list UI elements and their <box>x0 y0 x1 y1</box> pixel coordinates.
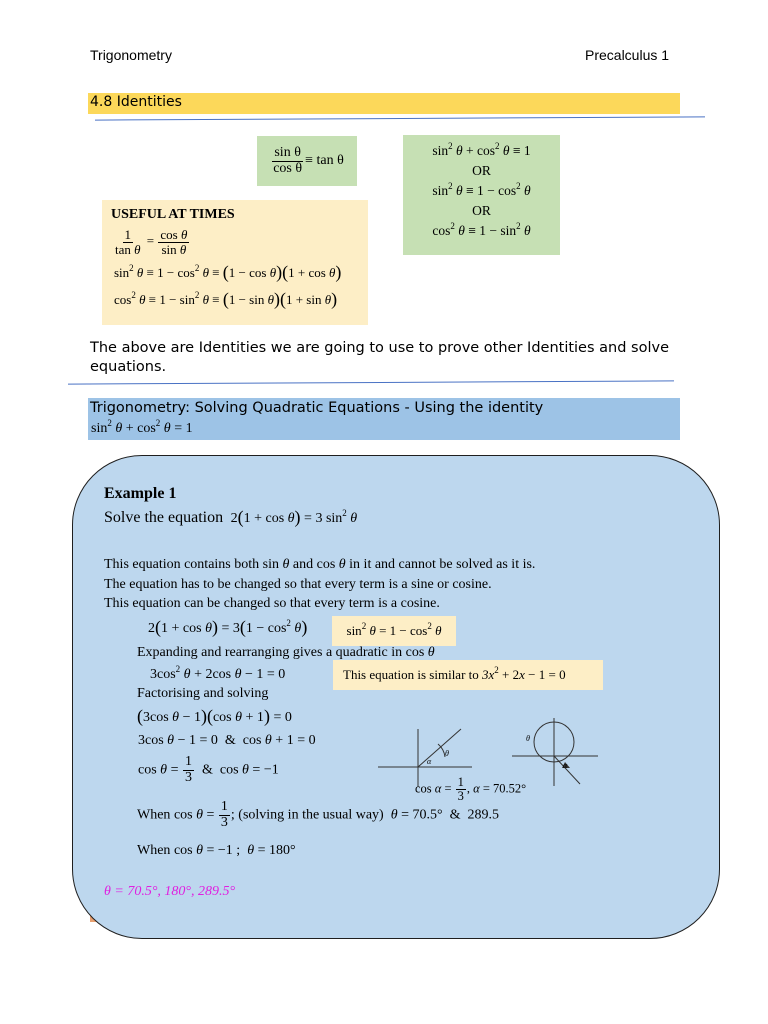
pythag-or-2: OR <box>472 203 491 218</box>
quadratic-equation: $3\cos^2$ θ + 2cos θ − 1 = 0 <box>150 664 286 682</box>
section-title-bar <box>88 93 680 114</box>
factorising-label: Factorising and solving <box>137 686 269 701</box>
text1-and: and <box>292 557 314 572</box>
useful-title: USEFUL AT TIMES <box>111 207 235 222</box>
diagram2-theta: θ <box>526 734 530 743</box>
when-line-2: When cos θ = −1 ; θ = 180° <box>137 843 296 858</box>
example-title: Example 1 <box>104 485 177 502</box>
tan-numerator: sin θ <box>274 144 301 160</box>
useful-box <box>102 200 368 325</box>
text-line-1: This equation contains both sin θ and cos θ in it and cannot be solved as it is. <box>104 557 536 572</box>
method-band-title: Trigonometry: Solving Quadratic Equations - Using the identity <box>90 400 544 416</box>
pythag-or-1: OR <box>472 163 491 178</box>
diagram2-alpha: α <box>563 761 568 770</box>
diagram1-ray <box>418 729 461 767</box>
pythag-alt-2: $\cos^2 \theta \equiv 1 - \sin^2 \theta$ <box>432 221 531 238</box>
unit-circle-diagram <box>510 716 610 791</box>
header-left: Trigonometry <box>90 47 172 63</box>
cos-values: cos θ = $\frac{1}{3}$ & cos θ = −1 <box>138 754 279 785</box>
tan-denominator: cos θ <box>273 160 303 176</box>
tan-rhs: ≡ tan θ <box>305 153 344 168</box>
when2-label: When <box>137 843 171 858</box>
when1-suffix: ; (solving in the usual way) <box>230 807 384 823</box>
split-equations: 3cos θ − 1 = 0 & cos θ + 1 = 0 <box>138 733 316 748</box>
substitution-note: $\sin^2 \theta = 1 - \cos^2 \theta$ <box>332 616 456 646</box>
diagram1-alpha: α <box>427 757 432 766</box>
useful-cos-factor: $\cos^2 \theta \equiv 1 - \sin^2 \theta \equiv (1 - \sin \theta)(1 + \sin \theta)$ <box>114 289 338 309</box>
text1: This equation contains both <box>104 557 260 572</box>
section-rule <box>95 116 705 120</box>
example-equation: 2(1 + cos θ) = 3 $\sin^2 \theta$ <box>230 507 358 527</box>
identity-tan-box <box>257 136 357 186</box>
expanding-line: Expanding and rearranging gives a quadratic in cos θ <box>137 645 435 660</box>
expanding-text: Expanding and rearranging gives a quadratic in <box>137 645 403 660</box>
identity-pythagorean-box <box>403 135 560 255</box>
pythag-main: $\sin^2 \theta + \cos^2 \theta \equiv 1$ <box>432 141 531 158</box>
header-right: Precalculus 1 <box>585 47 670 63</box>
intro-paragraph: The above are Identities we are going to use to prove other Identities and solve equations. <box>90 340 669 375</box>
useful-sin-factor: $\sin^2 \theta \equiv 1 - \cos^2 \theta \equiv (1 - \cos \theta)(1 + \cos \theta)$ <box>114 262 342 282</box>
text-line-3: This equation can be changed so that every term is a cosine. <box>104 596 440 611</box>
section-title: 4.8 Identities <box>90 94 182 110</box>
text1-end: in it and cannot be solved as it is. <box>349 557 536 572</box>
when1-label: When <box>137 807 171 823</box>
when-line-1: When cos θ = $\frac{1}{3}$ ; (solving in the usual way) θ = 70.5° & 289.5 <box>137 799 499 830</box>
pythag-alt-1: $\sin^2 \theta \equiv 1 - \cos^2 \theta$ <box>432 181 531 198</box>
method-band <box>88 398 680 440</box>
text-line-2: The equation has to be changed so that every term is a sine or cosine. <box>104 577 492 592</box>
final-answer: θ = 70.5°, 180°, 289.5° <box>104 884 236 899</box>
method-band-identity: $\sin^2 \theta + \cos^2 \theta = 1$ <box>91 418 193 436</box>
alpha-value: cos α = $\frac{1}{3}$ , α = 70.52° <box>415 775 527 804</box>
example-prompt-line <box>104 507 357 528</box>
useful-reciprocal: $\frac{1}{\text{tan θ}}$ = $\frac{\text{cos θ}}{\text{sin θ}}$ <box>115 227 188 257</box>
substitution-step: $2(1 + \cos \theta) = 3(1 - \cos^2 \theta)$ <box>148 617 308 637</box>
similar-text: This equation is similar to <box>343 667 479 682</box>
factored-equation: (3cos θ − 1)(cos θ + 1) = 0 <box>137 706 292 726</box>
paragraph-rule <box>68 380 674 384</box>
similar-note: This equation is similar to $3x^2 + 2x - 1 = 0$ <box>333 660 603 690</box>
example-prompt: Solve the equation <box>104 509 224 526</box>
diagram1-theta: θ <box>445 749 449 758</box>
